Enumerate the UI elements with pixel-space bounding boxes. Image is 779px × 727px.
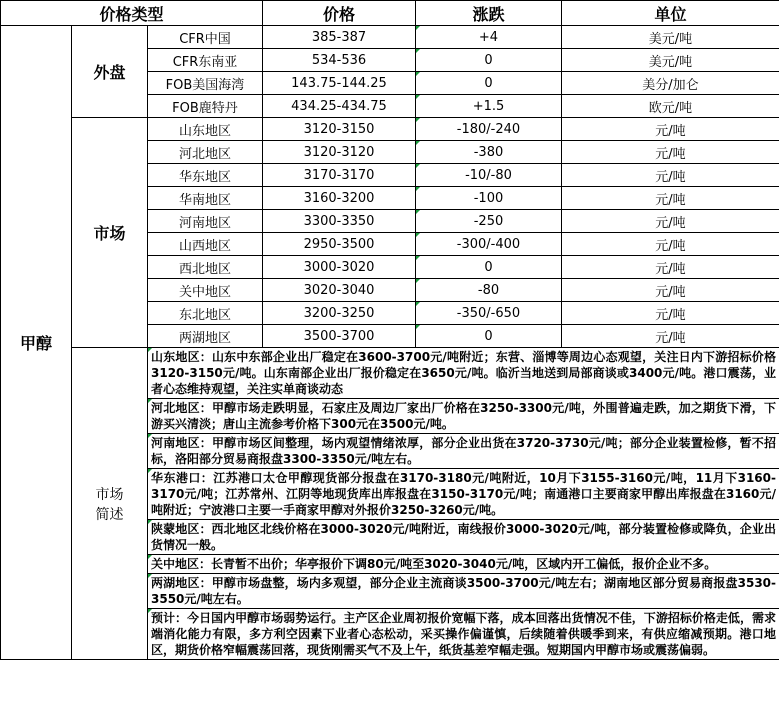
row-change: -250 [416,210,562,233]
row-name: 河北地区 [148,141,263,164]
row-price: 3300-3350 [263,210,416,233]
header-change: 涨跌 [416,1,562,26]
summary-east-china-port: 华东港口：江苏港口太仓甲醇现货部分报盘在3170-3180元/吨附近，10月下3155-3160元/吨，11月下3160-3170元/吨；江苏常州、江阴等地现货库出库报盘在3150-3170元/吨；南通港口主要商家甲醇出库报盘在3160元/吨附近；宁波港口主要一手商家甲醇对外报价3250-3260元/吨。 [148,469,779,520]
row-price: 3500-3700 [263,325,416,348]
header-price-type: 价格类型 [1,1,263,26]
row-unit: 元/吨 [562,233,779,256]
summary-henan: 河南地区：甲醇市场区间整理，场内观望情绪浓厚，部分企业出货在3720-3730元/吨；部分企业装置检修，暂不招标，洛阳部分贸易商报盘3300-3350元/吨左右。 [148,434,779,469]
row-name: 两湖地区 [148,325,263,348]
summary-shaanxi-mongolia: 陕蒙地区：西北地区北线价格在3000-3020元/吨附近，南线报价3000-3020元/吨，部分装置检修或降负，企业出货情况一般。 [148,520,779,555]
row-change: 0 [416,72,562,95]
row-unit: 元/吨 [562,302,779,325]
row-unit: 美分/加仑 [562,72,779,95]
header-unit: 单位 [562,1,779,26]
row-name: 山东地区 [148,118,263,141]
row-unit: 元/吨 [562,210,779,233]
header-row [1,1,779,26]
summary-guanzhong: 关中地区：长青暂不出价；华亭报价下调80元/吨至3020-3040元/吨，区域内开工偏低，报价企业不多。 [148,555,779,574]
row-unit: 元/吨 [562,164,779,187]
summary-row [1,348,779,399]
group-market: 市场 [72,118,148,348]
row-price: 2950-3500 [263,233,416,256]
row-change: -80 [416,279,562,302]
table-row [1,26,779,49]
row-unit: 美元/吨 [562,49,779,72]
row-change: -180/-240 [416,118,562,141]
row-name: 西北地区 [148,256,263,279]
group-external: 外盘 [72,26,148,118]
row-name: CFR中国 [148,26,263,49]
row-name: 华南地区 [148,187,263,210]
row-price: 3020-3040 [263,279,416,302]
table-row [1,118,779,141]
row-price: 3120-3120 [263,141,416,164]
row-name: FOB鹿特丹 [148,95,263,118]
row-price: 3000-3020 [263,256,416,279]
row-unit: 元/吨 [562,256,779,279]
row-name: 关中地区 [148,279,263,302]
row-price: 3120-3150 [263,118,416,141]
row-change: 0 [416,256,562,279]
header-price: 价格 [263,1,416,26]
row-change: +4 [416,26,562,49]
row-name: CFR东南亚 [148,49,263,72]
summary-lianghu: 两湖地区：甲醇市场盘整，场内多观望，部分企业主流商谈3500-3700元/吨左右；湖南地区部分贸易商报盘3530-3550元/吨左右。 [148,574,779,609]
row-price: 385-387 [263,26,416,49]
row-change: +1.5 [416,95,562,118]
row-price: 534-536 [263,49,416,72]
row-name: 山西地区 [148,233,263,256]
row-price: 434.25-434.75 [263,95,416,118]
row-price: 3160-3200 [263,187,416,210]
row-price: 143.75-144.25 [263,72,416,95]
row-name: 华东地区 [148,164,263,187]
row-price: 3170-3170 [263,164,416,187]
group-summary: 市场 简述 [72,348,148,660]
row-unit: 元/吨 [562,279,779,302]
row-unit: 元/吨 [562,118,779,141]
row-unit: 元/吨 [562,325,779,348]
row-change: -380 [416,141,562,164]
row-change: -100 [416,187,562,210]
row-price: 3200-3250 [263,302,416,325]
summary-shandong: 山东地区：山东中东部企业出厂稳定在3600-3700元/吨附近；东营、淄博等周边心态观望，关注日内下游招标价格3120-3150元/吨。山东南部企业出厂报价稳定在3650元/吨。临沂当地送到局部商谈或3400元/吨。港口震荡，业者心态维持观望，关注实单商谈动态 [148,348,779,399]
row-name: 东北地区 [148,302,263,325]
row-change: -10/-80 [416,164,562,187]
row-unit: 欧元/吨 [562,95,779,118]
row-unit: 美元/吨 [562,26,779,49]
row-name: 河南地区 [148,210,263,233]
summary-hebei: 河北地区：甲醇市场走跌明显，石家庄及周边厂家出厂价格在3250-3300元/吨，外围普遍走跌，加之期货下滑，下游买兴清淡；唐山主流参考价格下300元在3500元/吨。 [148,399,779,434]
product-name: 甲醇 [1,26,72,660]
row-unit: 元/吨 [562,187,779,210]
row-unit: 元/吨 [562,141,779,164]
row-name: FOB美国海湾 [148,72,263,95]
row-change: -300/-400 [416,233,562,256]
summary-forecast: 预计：今日国内甲醇市场弱势运行。主产区企业周初报价宽幅下落，成本回落出货情况不佳，下游招标价格走低，需求端消化能力有限，多方利空因素下业者心态松动，采买操作偏谨慎，后续随着供暖季到来，有供应缩减预期。港口地区，期货价格窄幅震荡回落，现货刚需买气不及上午，纸货基差窄幅走强。短期国内甲醇市场或震荡偏弱。 [148,609,779,660]
row-change: -350/-650 [416,302,562,325]
row-change: 0 [416,325,562,348]
row-change: 0 [416,49,562,72]
